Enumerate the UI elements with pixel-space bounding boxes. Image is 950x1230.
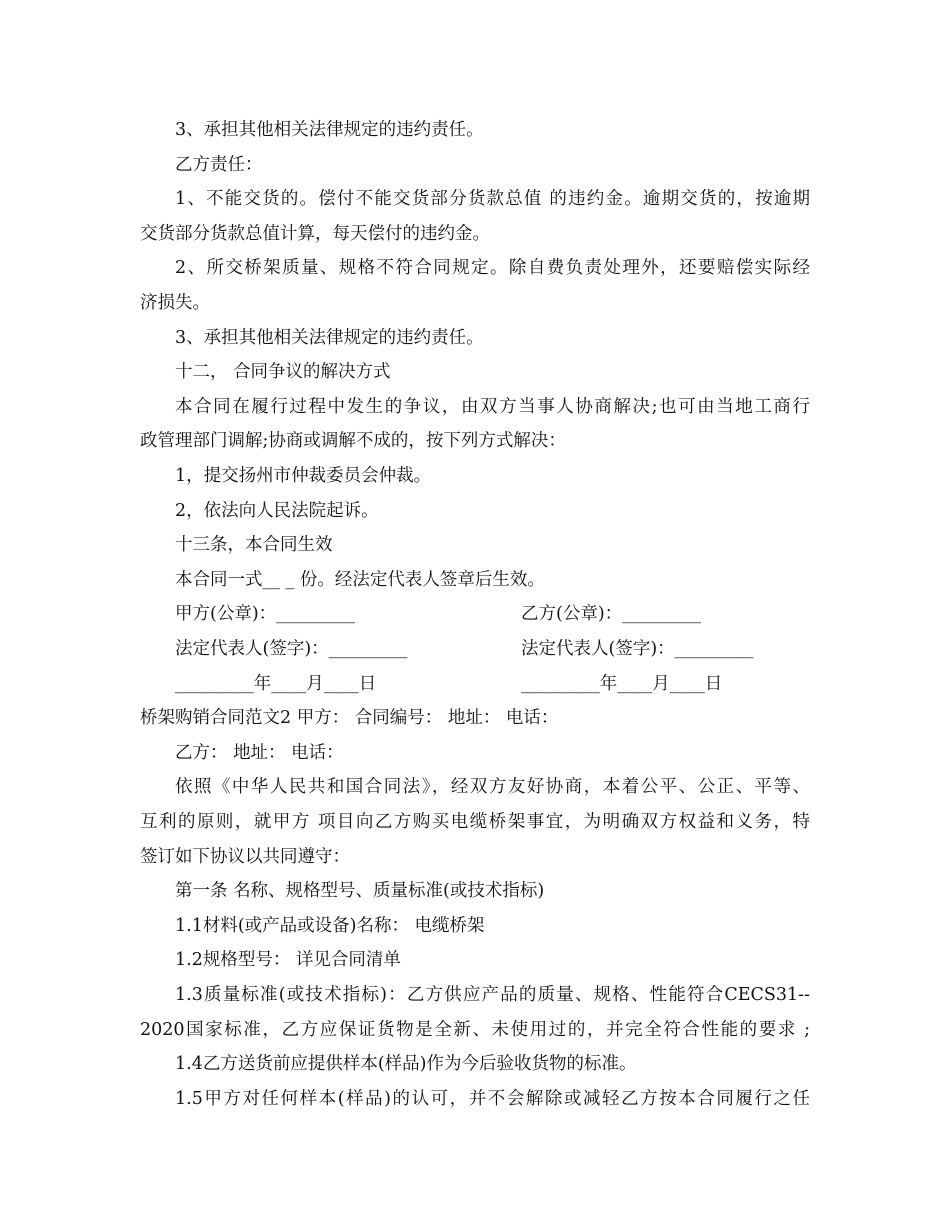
paragraph-line: 2，依法向人民法院起诉。 <box>175 501 379 521</box>
paragraph-line: 1.1材料(或产品或设备)名称： 电缆桥架 <box>175 916 485 936</box>
paragraph-line: 3、承担其他相关法律规定的违约责任。 <box>175 328 484 348</box>
party-a-representative: 法定代表人(签字)：_________ <box>175 639 408 659</box>
paragraph-line: 政管理部门调解;协商或调解不成的，按下列方式解决： <box>140 431 566 451</box>
paragraph-line: 签订如下协议以共同遵守： <box>140 847 350 867</box>
party-a-seal: 甲方(公章)：_________ <box>175 604 355 624</box>
paragraph-line: 1.5甲方对任何样本(样品)的认可，并不会解除或减轻乙方按本合同履行之任 <box>175 1089 810 1109</box>
section-heading: 十二， 合同争议的解决方式 <box>175 362 391 382</box>
paragraph-line: 互利的原则，就甲方 项目向乙方购买电缆桥架事宜，为明确双方权益和义务，特 <box>140 812 810 832</box>
section-heading: 乙方责任： <box>175 155 263 175</box>
document-subtitle: 桥架购销合同范文2 甲方： 合同编号： 地址： 电话： <box>140 708 559 728</box>
section-heading: 十三条，本合同生效 <box>175 535 333 555</box>
paragraph-line: 交货部分货款总值计算，每天偿付的违约金。 <box>140 224 490 244</box>
paragraph-line: 乙方： 地址： 电话： <box>175 743 344 763</box>
paragraph-line: 1.3质量标准(或技术指标)：乙方供应产品的质量、规格、性能符合CECS31-- <box>175 985 810 1005</box>
section-heading: 第一条 名称、规格型号、质量标准(或技术指标) <box>175 881 545 901</box>
paragraph-line: 本合同在履行过程中发生的争议，由双方当事人协商解决;也可由当地工商行 <box>175 397 810 417</box>
party-b-seal: 乙方(公章)：_________ <box>521 604 701 624</box>
paragraph-line: 济损失。 <box>140 293 210 313</box>
paragraph-line: 本合同一式__ _ 份。经法定代表人签章后生效。 <box>175 570 545 590</box>
paragraph-line: 1.2规格型号： 详见合同清单 <box>175 950 401 970</box>
party-b-representative: 法定代表人(签字)：_________ <box>521 639 754 659</box>
paragraph-line: 2020国家标准，乙方应保证货物是全新、未使用过的，并完全符合性能的要求 ; <box>140 1020 810 1040</box>
paragraph-line: 2、所交桥架质量、规格不符合同规定。除自费负责处理外，还要赔偿实际经 <box>175 258 810 278</box>
paragraph-line: 3、承担其他相关法律规定的违约责任。 <box>175 120 484 140</box>
party-a-date: _________年____月____日 <box>175 674 377 694</box>
paragraph-line: 依照《中华人民共和国合同法》，经双方友好协商，本着公平、公正、平等、 <box>175 777 810 797</box>
paragraph-line: 1.4乙方送货前应提供样本(样品)作为今后验收货物的标准。 <box>175 1054 637 1074</box>
paragraph-line: 1，提交扬州市仲裁委员会仲裁。 <box>175 466 432 486</box>
party-b-date: _________年____月____日 <box>521 674 723 694</box>
paragraph-line: 1、不能交货的。偿付不能交货部分货款总值 的违约金。逾期交货的，按逾期 <box>175 189 810 209</box>
